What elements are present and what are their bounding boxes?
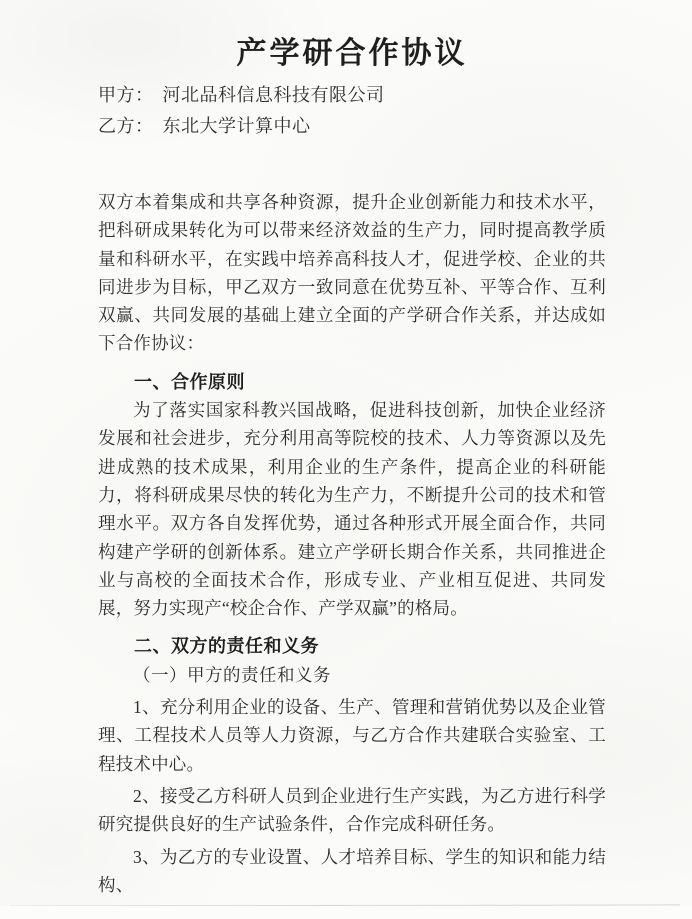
preamble-paragraph: 双方本着集成和共享各种资源，提升企业创新能力和技术水平，把科研成果转化为可以带来经济效益的生产力，同时提高教学质量和科研水平，在实践中培养高科技人才，促进学校、企业的共同进步为目标，甲乙双方一致同意在优势互补、平等合作、互利双赢、共同发展的基础上建立全面的产学研合作关系，并达成如下合作协议： xyxy=(98,192,606,354)
contract-item-1: 1、充分利用企业的设备、生产、管理和营销优势以及企业管理、工程技术人员等人力资源，与乙方合作共建联合实验室、工程技术中心。 xyxy=(98,697,606,774)
party-b-line xyxy=(98,111,606,142)
contract-item-3: 3、为乙方的专业设置、人才培养目标、学生的知识和能力结构、 xyxy=(98,846,606,895)
party-b-label: 乙方： xyxy=(98,116,154,136)
party-a-name: 河北品科信息科技有限公司 xyxy=(162,85,385,105)
section-2-subheading: （一）甲方的责任和义务 xyxy=(133,664,331,685)
party-b-name: 东北大学计算中心 xyxy=(162,116,311,136)
document-content xyxy=(98,36,606,899)
contract-item-2: 2、接受乙方科研人员到企业进行生产实践，为乙方进行科学研究提供良好的生产试验条件，合作完成科研任务。 xyxy=(98,785,606,835)
section-2-heading: 二、双方的责任和义务 xyxy=(134,636,319,657)
section-1-heading: 一、合作原则 xyxy=(134,371,245,392)
party-a-label: 甲方： xyxy=(98,85,154,105)
section-1-paragraph: 为了落实国家科教兴国战略，促进科技创新，加快企业经济发展和社会进步，充分利用高等院校的技术、人力等资源以及先进成熟的技术成果，利用企业的生产条件，提高企业的科研能力，将科研成果尽快的转化为生产力，不断提升公司的技术和管理水平。双方各自发挥优势，通过各种形式开展全面合作，共同构建产学研的创新体系。建立产学研长期合作关系，共同推进企业与高校的全面技术合作，形成专业、产业相互促进、共同发展，努力实现产“校企合作、产学双赢”的格局。 xyxy=(98,400,606,619)
document-title: 产学研合作协议 xyxy=(236,37,468,70)
scanner-background-strip xyxy=(0,906,692,919)
parties-block xyxy=(98,80,606,142)
party-a-line xyxy=(98,80,606,111)
